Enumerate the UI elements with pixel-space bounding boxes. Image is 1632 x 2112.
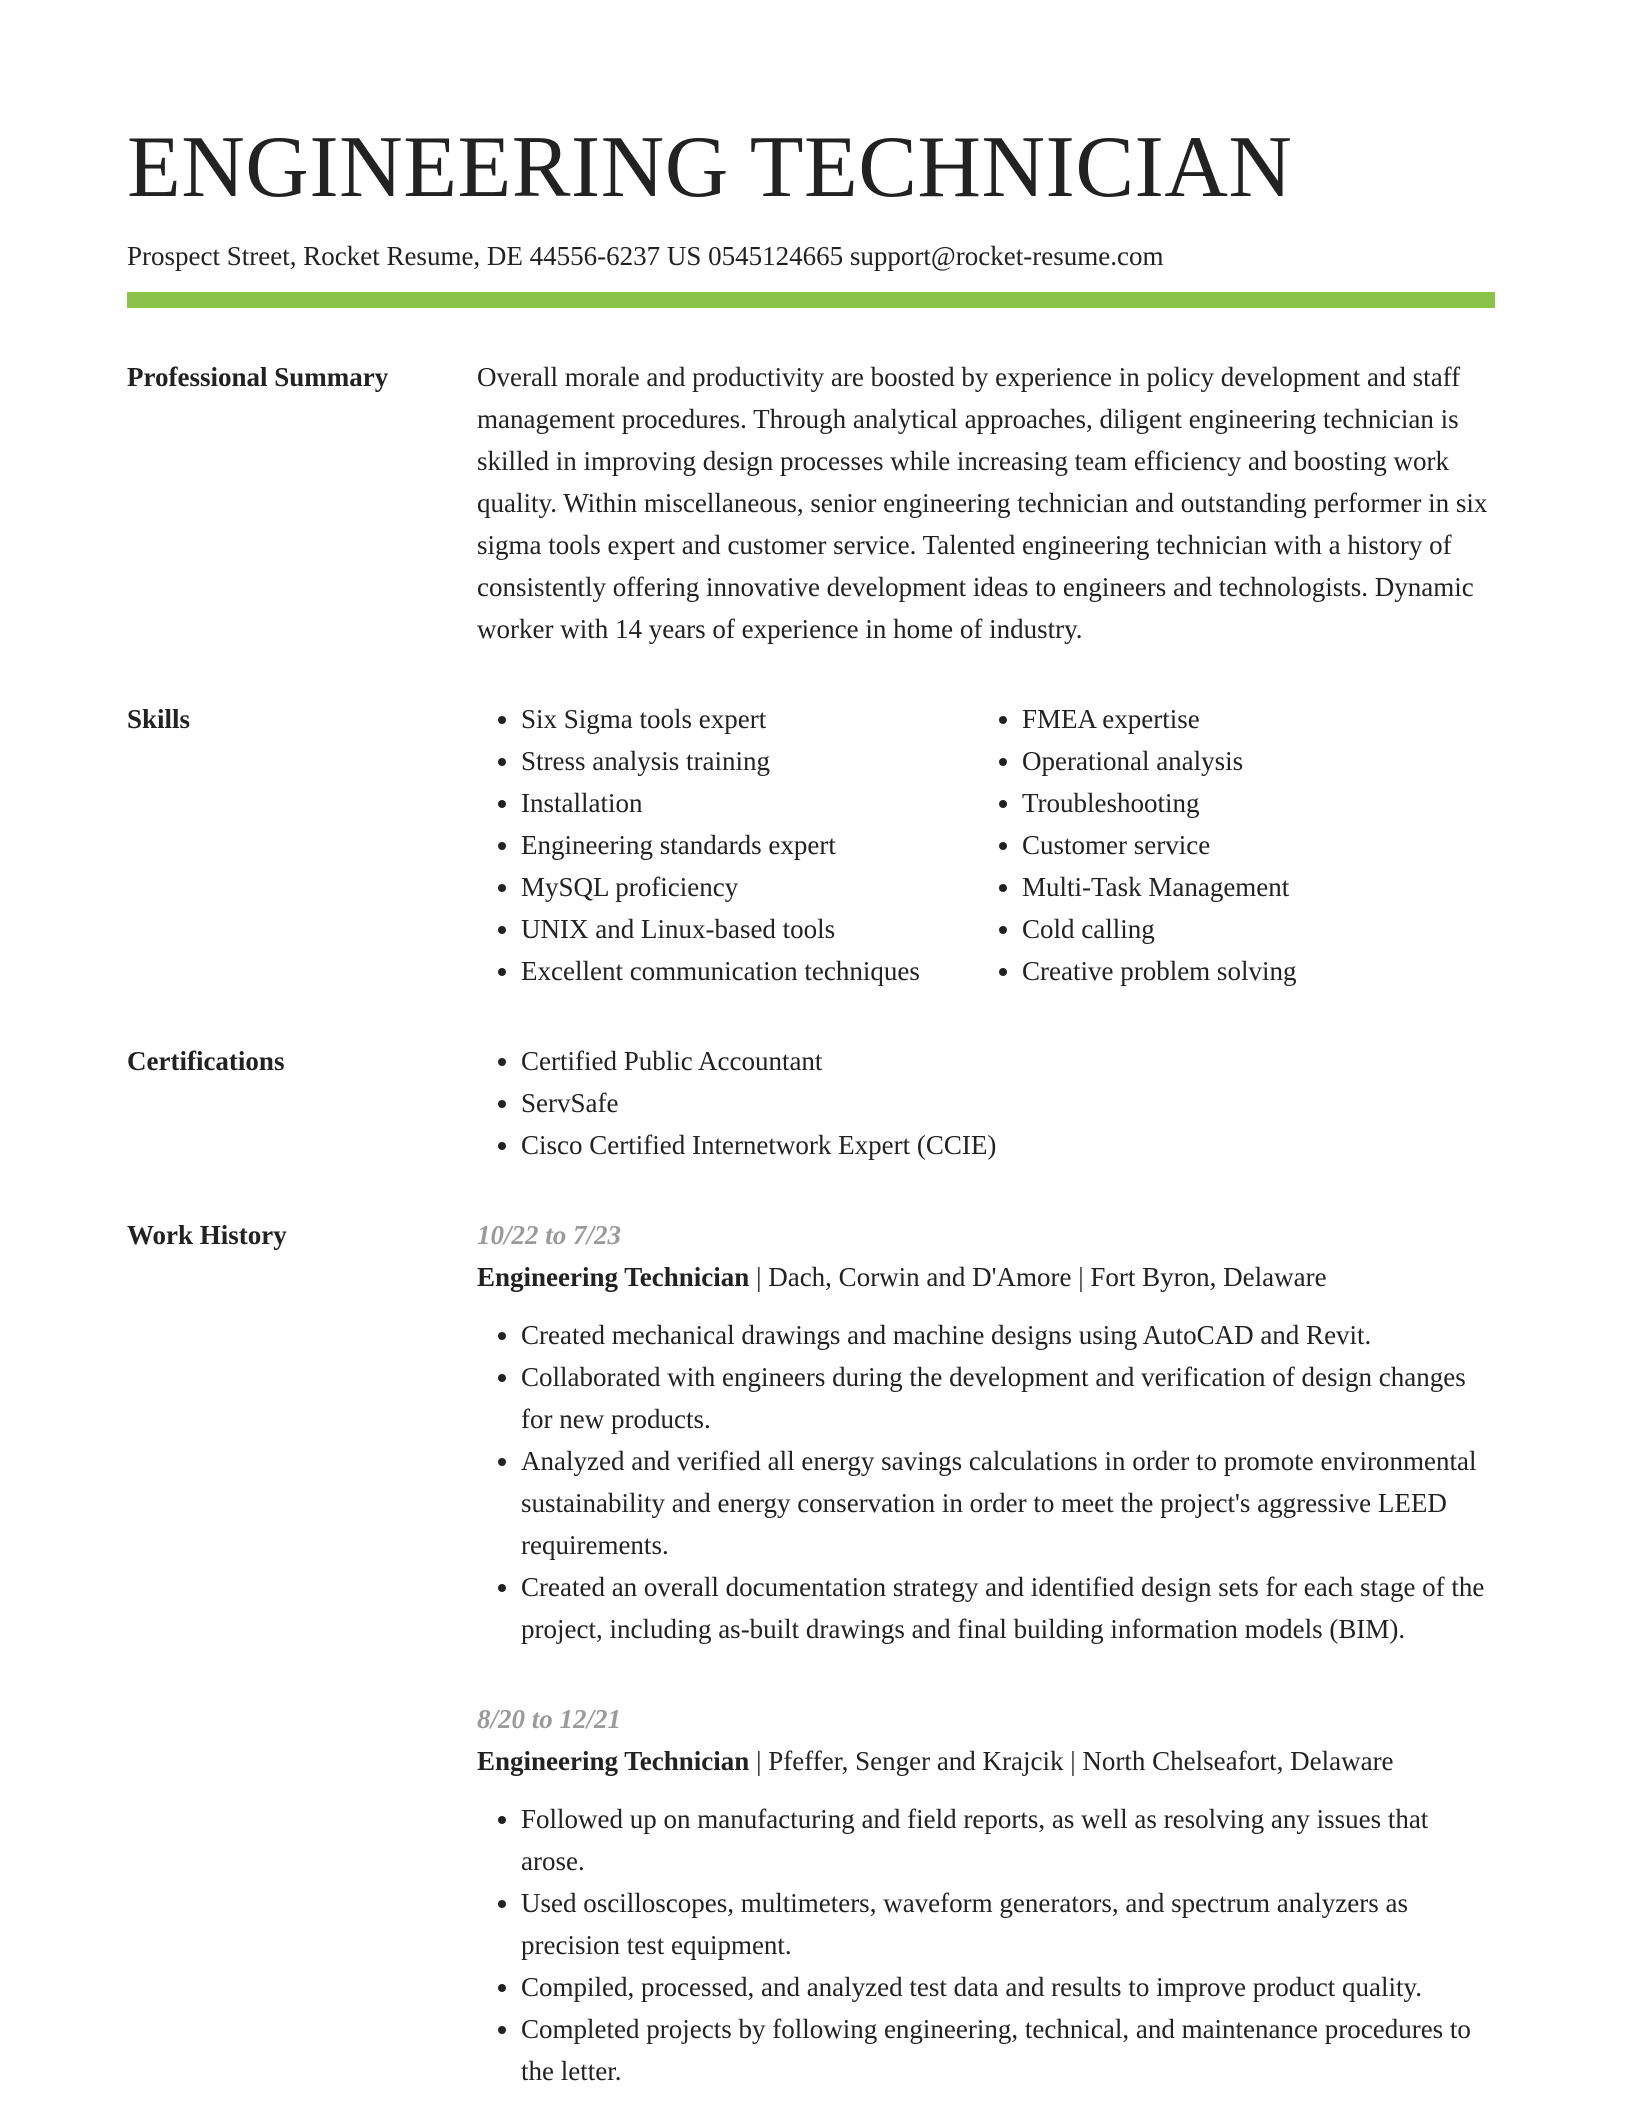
skill-item: • Six Sigma tools expert (521, 698, 978, 740)
skill-item: • Engineering standards expert (521, 824, 978, 866)
skill-item: • Excellent communication techniques (521, 950, 978, 992)
resume-page (127, 0, 1495, 2092)
job-heading (477, 1256, 1495, 1298)
header-divider (127, 292, 1495, 308)
skill-item: • Troubleshooting (1022, 782, 1296, 824)
job-bullet: • Analyzed and verified all energy savings calculations in order to promote environmental sustainability and energy conservation in order to meet the project's aggressive LEED requirements. (521, 1440, 1495, 1566)
certification-item: • Cisco Certified Internetwork Expert (CCIE) (521, 1124, 1495, 1166)
skill-item: • Stress analysis training (521, 740, 978, 782)
summary-text: Overall morale and productivity are boosted by experience in policy development and staff management procedures. Through analytical approaches, diligent engineering technician is skilled in improving design processes while increasing team efficiency and boosting work quality. Within miscellaneous, senior engineering technician and outstanding performer in six sigma tools expert and customer service. Talented engineering technician with a history of consistently offering innovative development ideas to engineers and technologists. Dynamic worker with 14 years of experience in home of industry. (477, 362, 1488, 644)
skill-item: • Installation (521, 782, 978, 824)
summary-section (127, 356, 1495, 650)
skills-list-left (477, 698, 978, 992)
job-entry (477, 1698, 1495, 2092)
job-employer: | Dach, Corwin and D'Amore | Fort Byron, Delaware (749, 1262, 1327, 1292)
job-bullet: • Followed up on manufacturing and field reports, as well as resolving any issues that arose. (521, 1798, 1495, 1882)
work-history-section (127, 1214, 1495, 2092)
job-bullet: • Collaborated with engineers during the development and verification of design changes for new products. (521, 1356, 1495, 1440)
skill-item: • FMEA expertise (1022, 698, 1296, 740)
section-label: Professional Summary (127, 362, 389, 392)
job-dates: 10/22 to 7/23 (477, 1220, 622, 1250)
job-entry (477, 1214, 1495, 1650)
job-bullet: • Compiled, processed, and analyzed test data and results to improve product quality. (521, 1966, 1495, 2008)
skill-item: • Cold calling (1022, 908, 1296, 950)
job-dates: 8/20 to 12/21 (477, 1704, 622, 1734)
job-bullet: • Created mechanical drawings and machine designs using AutoCAD and Revit. (521, 1314, 1495, 1356)
section-label: Skills (127, 704, 191, 734)
job-title: Engineering Technician (477, 1262, 750, 1292)
job-bullet: • Created an overall documentation strategy and identified design sets for each stage of the project, including as-built drawings and final building information models (BIM). (521, 1566, 1495, 1650)
section-label: Certifications (127, 1046, 285, 1076)
job-bullet: • Used oscilloscopes, multimeters, waveform generators, and spectrum analyzers as precision test equipment. (521, 1882, 1495, 1966)
skill-item: • MySQL proficiency (521, 866, 978, 908)
skill-item: • Operational analysis (1022, 740, 1296, 782)
skill-item: • UNIX and Linux-based tools (521, 908, 978, 950)
certification-item: • ServSafe (521, 1082, 1495, 1124)
job-bullets (477, 1314, 1495, 1650)
certifications-list (477, 1040, 1495, 1166)
section-label: Work History (127, 1220, 287, 1250)
contact-line: Prospect Street, Rocket Resume, DE 44556-6237 US 0545124665 support@rocket-resume.com (127, 241, 1164, 271)
skill-item: • Creative problem solving (1022, 950, 1296, 992)
job-bullets (477, 1798, 1495, 2092)
skills-list-right (978, 698, 1296, 992)
skill-item: • Customer service (1022, 824, 1296, 866)
job-heading (477, 1740, 1495, 1782)
skill-item: • Multi-Task Management (1022, 866, 1296, 908)
resume-name: ENGINEERING TECHNICIAN (127, 119, 1293, 216)
certifications-section (127, 1040, 1495, 1166)
job-employer: | Pfeffer, Senger and Krajcik | North Chelseafort, Delaware (749, 1746, 1394, 1776)
certification-item: • Certified Public Accountant (521, 1040, 1495, 1082)
skills-section (127, 698, 1495, 992)
job-bullet: • Completed projects by following engineering, technical, and maintenance procedures to the letter. (521, 2008, 1495, 2092)
job-title: Engineering Technician (477, 1746, 750, 1776)
